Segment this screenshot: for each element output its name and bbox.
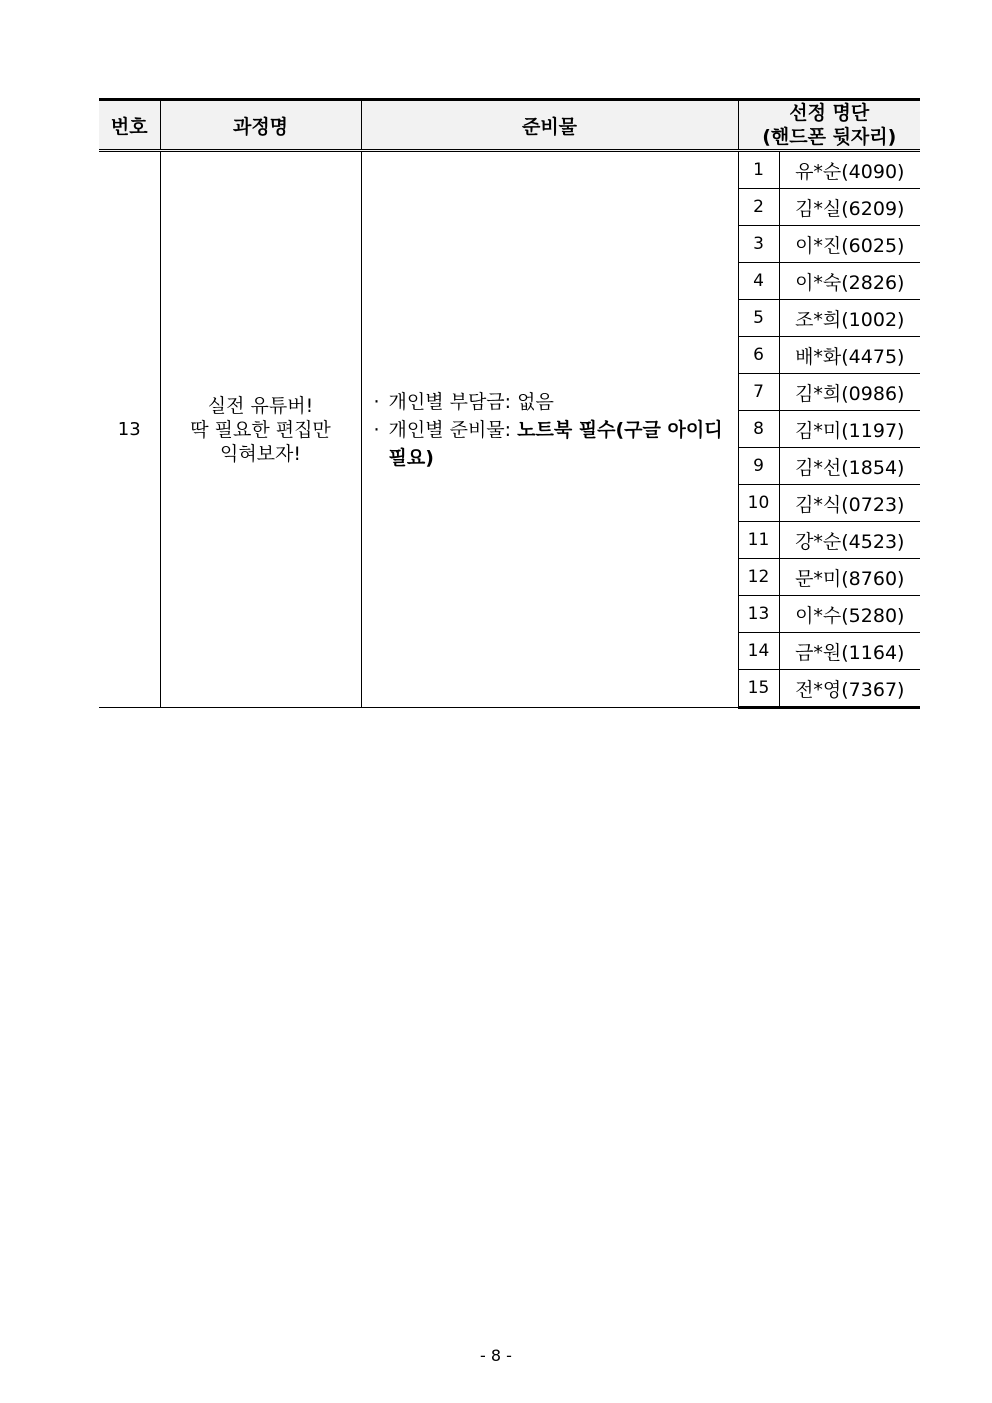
bullet: · [373,418,380,441]
selected-index: 11 [738,522,779,559]
selected-name: 배*화(4475) [779,337,920,374]
bullet: · [373,390,380,413]
page-number: - 8 - [480,1346,512,1365]
prep-items-required: 노트북 필수(구글 아이디 필요) [388,418,723,469]
selected-name: 강*순(4523) [779,522,920,559]
selected-name: 김*선(1854) [779,448,920,485]
selected-index: 14 [738,633,779,670]
selected-index: 8 [738,411,779,448]
selected-index: 5 [738,300,779,337]
selected-name: 이*진(6025) [779,226,920,263]
prep-items-prefix: 개인별 준비물: [388,418,518,441]
course-number: 13 [99,151,160,708]
selected-index: 10 [738,485,779,522]
selected-index: 13 [738,596,779,633]
selected-index: 2 [738,189,779,226]
selected-index: 12 [738,559,779,596]
selected-index: 6 [738,337,779,374]
selected-name: 전*영(7367) [779,670,920,708]
header-row [99,100,920,151]
selected-name: 김*실(6209) [779,189,920,226]
course-name-line: 익혀보자! [219,442,302,465]
header-selected [738,100,920,151]
selected-index: 1 [738,151,779,189]
selected-index: 7 [738,374,779,411]
selected-name: 김*희(0986) [779,374,920,411]
header-course: 과정명 [160,100,361,151]
header-no: 번호 [99,100,160,151]
selected-name: 유*순(4090) [779,151,920,189]
course-name [160,151,361,708]
header-prep: 준비물 [361,100,738,151]
course-name-line: 딱 필요한 편집만 [190,418,331,441]
selected-index: 3 [738,226,779,263]
selected-name: 김*미(1197) [779,411,920,448]
prep-line-items [374,416,732,472]
selected-name: 문*미(8760) [779,559,920,596]
prep-line-cost [374,388,732,416]
prep-cost-text: 개인별 부담금: 없음 [388,390,554,413]
selected-name: 이*수(5280) [779,596,920,633]
header-selected-line2: (핸드폰 뒷자리) [762,126,897,148]
selected-index: 15 [738,670,779,708]
table-row [99,151,920,189]
selected-index: 4 [738,263,779,300]
selected-index: 9 [738,448,779,485]
header-selected-line1: 선정 명단 [789,102,870,124]
selected-name: 조*희(1002) [779,300,920,337]
selected-name: 금*원(1164) [779,633,920,670]
selection-table [99,98,920,709]
course-name-line: 실전 유튜버! [207,394,314,417]
preparation [361,151,738,708]
selected-name: 김*식(0723) [779,485,920,522]
selected-name: 이*숙(2826) [779,263,920,300]
